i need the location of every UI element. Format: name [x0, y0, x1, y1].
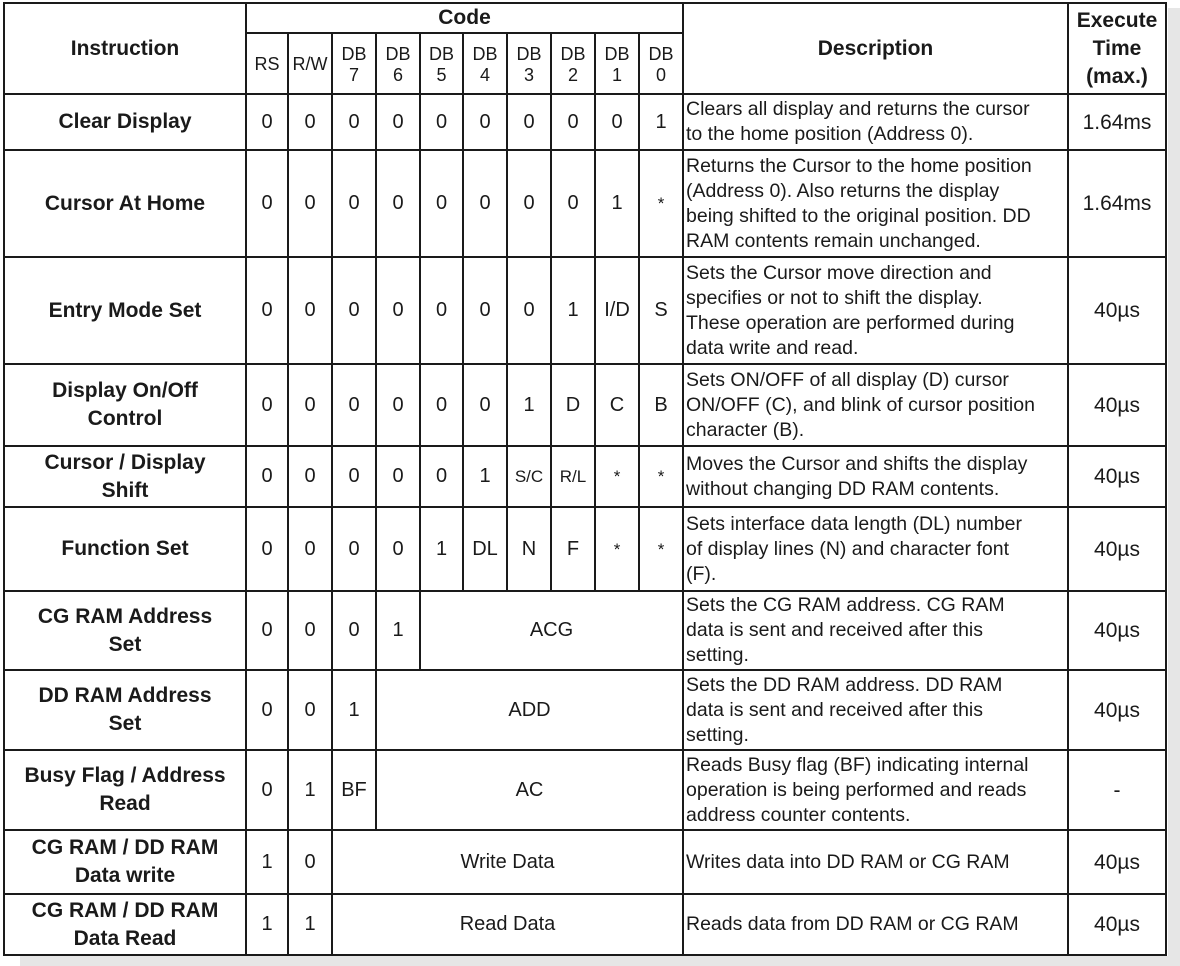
code-bit: 0	[246, 750, 288, 830]
code-bit: 0	[420, 94, 463, 150]
code-bit: 0	[420, 364, 463, 446]
description-line: Sets ON/OFF of all display (D) cursor	[686, 368, 1009, 391]
execute-time: -	[1068, 750, 1166, 830]
code-bit: 0	[507, 150, 551, 257]
description-line: data is sent and received after this	[686, 698, 984, 721]
description-line: (F).	[686, 562, 717, 585]
bit-header-top: DB	[341, 43, 367, 64]
code-bit: 0	[376, 257, 420, 364]
code-bit: 0	[551, 94, 595, 150]
description-line: setting.	[686, 723, 749, 746]
instruction-name: Clear Display	[4, 94, 246, 150]
code-bit: 1	[246, 830, 288, 894]
instruction-name	[4, 750, 246, 830]
description-line: Sets the DD RAM address. DD RAM	[686, 673, 1003, 696]
address-field: AC	[376, 750, 683, 830]
address-field: ADD	[376, 670, 683, 750]
bit-header-bottom: 4	[479, 64, 490, 85]
code-bit: 0	[246, 507, 288, 591]
code-bit: 0	[332, 446, 376, 507]
description-line: operation is being performed and reads	[686, 778, 1027, 801]
bit-header-top: DB	[472, 43, 498, 64]
bit-header-db0	[639, 33, 683, 94]
code-bit: 0	[288, 364, 332, 446]
code-bit: 0	[288, 670, 332, 750]
description-line: These operation are performed during	[686, 311, 1015, 334]
execute-time: 40µs	[1068, 894, 1166, 955]
code-bit: *	[595, 446, 639, 507]
bit-header-rw	[288, 33, 332, 94]
code-bit: 0	[246, 257, 288, 364]
instruction-name-line: Data write	[74, 864, 176, 887]
description-line: address counter contents.	[686, 803, 911, 826]
code-bit: 0	[246, 446, 288, 507]
code-bit: 0	[420, 150, 463, 257]
code-bit: 0	[288, 150, 332, 257]
instruction-name	[4, 364, 246, 446]
table-row	[4, 830, 1166, 894]
code-bit: 0	[332, 257, 376, 364]
code-bit: 0	[246, 670, 288, 750]
instruction-description	[683, 257, 1068, 364]
instruction-table	[3, 2, 1167, 956]
table-row	[4, 364, 1166, 446]
bit-header-top: DB	[648, 43, 674, 64]
code-bit: BF	[332, 750, 376, 830]
instruction-name: Cursor At Home	[4, 150, 246, 257]
instruction-description	[683, 364, 1068, 446]
data-field: Read Data	[332, 894, 683, 955]
bit-header-top: DB	[385, 43, 411, 64]
bit-header-top: RS	[254, 54, 280, 74]
code-bit: 1	[420, 507, 463, 591]
instruction-name-line: Data Read	[73, 926, 177, 950]
code-bit: 0	[332, 364, 376, 446]
instruction-name-line: Read	[99, 792, 151, 815]
execute-time: 40µs	[1068, 830, 1166, 894]
execute-time: 40µs	[1068, 364, 1166, 446]
code-bit: 0	[376, 507, 420, 591]
code-bit: 1	[463, 446, 507, 507]
code-bit: 0	[288, 591, 332, 670]
code-header: Code	[246, 3, 683, 33]
instruction-name-line: Cursor / Display	[44, 450, 206, 474]
bit-header-top: DB	[516, 43, 542, 64]
code-bit: 0	[463, 257, 507, 364]
description-line: without changing DD RAM contents.	[686, 477, 1000, 500]
instruction-description	[683, 446, 1068, 507]
code-bit: D	[551, 364, 595, 446]
instruction-name-line: Control	[87, 407, 163, 430]
code-bit: 0	[507, 94, 551, 150]
bit-header-bottom: 0	[655, 64, 666, 85]
bit-header-db6	[376, 33, 420, 94]
instruction-header: Instruction	[4, 3, 246, 94]
code-bit: 0	[376, 150, 420, 257]
page-shadow-right	[1168, 8, 1180, 958]
description-line: Moves the Cursor and shifts the display	[686, 452, 1028, 475]
code-bit: 0	[376, 364, 420, 446]
bit-header-db3	[507, 33, 551, 94]
bit-header-bottom: 5	[436, 64, 447, 85]
code-bit: 0	[463, 94, 507, 150]
description-line: being shifted to the original position. DD	[686, 204, 1031, 227]
code-bit: 0	[332, 150, 376, 257]
code-bit: 0	[376, 94, 420, 150]
code-bit: 1	[595, 150, 639, 257]
code-bit: S	[639, 257, 683, 364]
code-bit: *	[595, 507, 639, 591]
bit-header-db4	[463, 33, 507, 94]
description-line: (Address 0). Also returns the display	[686, 179, 1000, 202]
execute-time-header-line: Time	[1092, 36, 1142, 60]
description-header: Description	[683, 3, 1068, 94]
code-bit: 0	[332, 94, 376, 150]
code-bit: 0	[507, 257, 551, 364]
bit-header-top: DB	[428, 43, 454, 64]
code-bit: 0	[288, 830, 332, 894]
table-row	[4, 894, 1166, 955]
code-bit: I/D	[595, 257, 639, 364]
description-line: RAM contents remain unchanged.	[686, 229, 981, 252]
instruction-name-line: CG RAM / DD RAM	[31, 898, 219, 922]
instruction-name-line: CG RAM / DD RAM	[31, 836, 219, 859]
table-row	[4, 150, 1166, 257]
bit-header-bottom: 1	[611, 64, 622, 85]
instruction-description	[683, 830, 1068, 894]
code-bit: 0	[246, 94, 288, 150]
instruction-name-line: CG RAM Address	[37, 604, 213, 628]
instruction-name-line: Display On/Off	[52, 379, 198, 402]
code-bit: 0	[246, 364, 288, 446]
description-line: of display lines (N) and character font	[686, 537, 1009, 560]
instruction-name-line: DD RAM Address	[38, 684, 212, 707]
bit-header-top: DB	[560, 43, 586, 64]
description-line: Sets the Cursor move direction and	[686, 261, 992, 284]
code-bit: N	[507, 507, 551, 591]
table-row	[4, 670, 1166, 750]
description-line: Writes data into DD RAM or CG RAM	[686, 850, 1010, 873]
code-bit: 0	[463, 150, 507, 257]
code-bit: 0	[595, 94, 639, 150]
bit-header-rs	[246, 33, 288, 94]
code-bit: 0	[332, 591, 376, 670]
table-row	[4, 507, 1166, 591]
description-line: setting.	[686, 644, 749, 666]
instruction-name	[4, 830, 246, 894]
bit-header-db7	[332, 33, 376, 94]
instruction-name-line: Shift	[101, 478, 149, 502]
table-row	[4, 257, 1166, 364]
code-bit: 1	[639, 94, 683, 150]
execute-time-header	[1068, 3, 1166, 94]
code-bit: R/L	[551, 446, 595, 507]
header-row-1	[4, 3, 1166, 33]
execute-time: 40µs	[1068, 507, 1166, 591]
code-bit: 1	[376, 591, 420, 670]
code-bit: *	[639, 150, 683, 257]
instruction-name-line: Busy Flag / Address	[24, 764, 226, 787]
instruction-description	[683, 94, 1068, 150]
instruction-name: Entry Mode Set	[4, 257, 246, 364]
execute-time-header-line: (max.)	[1086, 64, 1148, 88]
bit-header-bottom: 6	[392, 64, 403, 85]
bit-header-bottom: 2	[567, 64, 578, 85]
instruction-name-line: Set	[108, 712, 142, 735]
description-line: Reads data from DD RAM or CG RAM	[686, 913, 1019, 935]
description-line: character (B).	[686, 418, 805, 441]
execute-time: 1.64ms	[1068, 94, 1166, 150]
instruction-name: Function Set	[4, 507, 246, 591]
execute-time: 40µs	[1068, 446, 1166, 507]
code-bit: 0	[288, 257, 332, 364]
address-field: ACG	[420, 591, 683, 670]
page-shadow-bottom	[20, 956, 1180, 966]
table-row	[4, 591, 1166, 670]
instruction-name	[4, 446, 246, 507]
description-line: Sets the CG RAM address. CG RAM	[686, 594, 1005, 616]
description-line: Returns the Cursor to the home position	[686, 154, 1032, 177]
execute-time: 1.64ms	[1068, 150, 1166, 257]
code-bit: C	[595, 364, 639, 446]
code-bit: 0	[288, 446, 332, 507]
description-line: specifies or not to shift the display.	[686, 286, 983, 309]
instruction-name	[4, 591, 246, 670]
code-bit: 1	[507, 364, 551, 446]
execute-time: 40µs	[1068, 591, 1166, 670]
bit-header-top: R/W	[292, 54, 328, 74]
code-bit: DL	[463, 507, 507, 591]
code-bit: B	[639, 364, 683, 446]
instruction-name-line: Set	[108, 632, 142, 656]
instruction-description	[683, 670, 1068, 750]
description-line: Sets interface data length (DL) number	[686, 512, 1023, 535]
description-line: ON/OFF (C), and blink of cursor position	[686, 393, 1035, 416]
code-bit: 1	[246, 894, 288, 955]
code-bit: 0	[246, 150, 288, 257]
instruction-description	[683, 150, 1068, 257]
code-bit: 0	[376, 446, 420, 507]
instruction-name	[4, 670, 246, 750]
description-line: data is sent and received after this	[686, 619, 984, 641]
description-line: data write and read.	[686, 336, 859, 359]
description-line: to the home position (Address 0).	[686, 123, 974, 145]
table-row	[4, 94, 1166, 150]
code-bit: 0	[288, 94, 332, 150]
table-row	[4, 750, 1166, 830]
instruction-description	[683, 750, 1068, 830]
bit-header-db5	[420, 33, 463, 94]
code-bit: F	[551, 507, 595, 591]
bit-header-bottom: 3	[523, 64, 534, 85]
code-bit: *	[639, 446, 683, 507]
code-bit: 0	[551, 150, 595, 257]
code-bit: 0	[332, 507, 376, 591]
code-bit: 0	[288, 507, 332, 591]
description-line: Reads Busy flag (BF) indicating internal	[686, 753, 1029, 776]
code-bit: 0	[420, 257, 463, 364]
code-bit: 0	[246, 591, 288, 670]
code-bit: 1	[288, 750, 332, 830]
instruction-description	[683, 507, 1068, 591]
description-line: Clears all display and returns the cursor	[686, 98, 1030, 120]
execute-time-header-line: Execute	[1076, 8, 1158, 32]
code-bit: *	[639, 507, 683, 591]
execute-time: 40µs	[1068, 257, 1166, 364]
code-bit: 1	[288, 894, 332, 955]
code-bit: 0	[420, 446, 463, 507]
code-bit: 0	[463, 364, 507, 446]
data-field: Write Data	[332, 830, 683, 894]
instruction-description	[683, 894, 1068, 955]
table-row	[4, 446, 1166, 507]
code-bit: 1	[551, 257, 595, 364]
code-bit: S/C	[507, 446, 551, 507]
bit-header-db2	[551, 33, 595, 94]
instruction-name	[4, 894, 246, 955]
execute-time: 40µs	[1068, 670, 1166, 750]
bit-header-bottom: 7	[348, 64, 359, 85]
bit-header-db1	[595, 33, 639, 94]
code-bit: 1	[332, 670, 376, 750]
instruction-description	[683, 591, 1068, 670]
bit-header-top: DB	[604, 43, 630, 64]
